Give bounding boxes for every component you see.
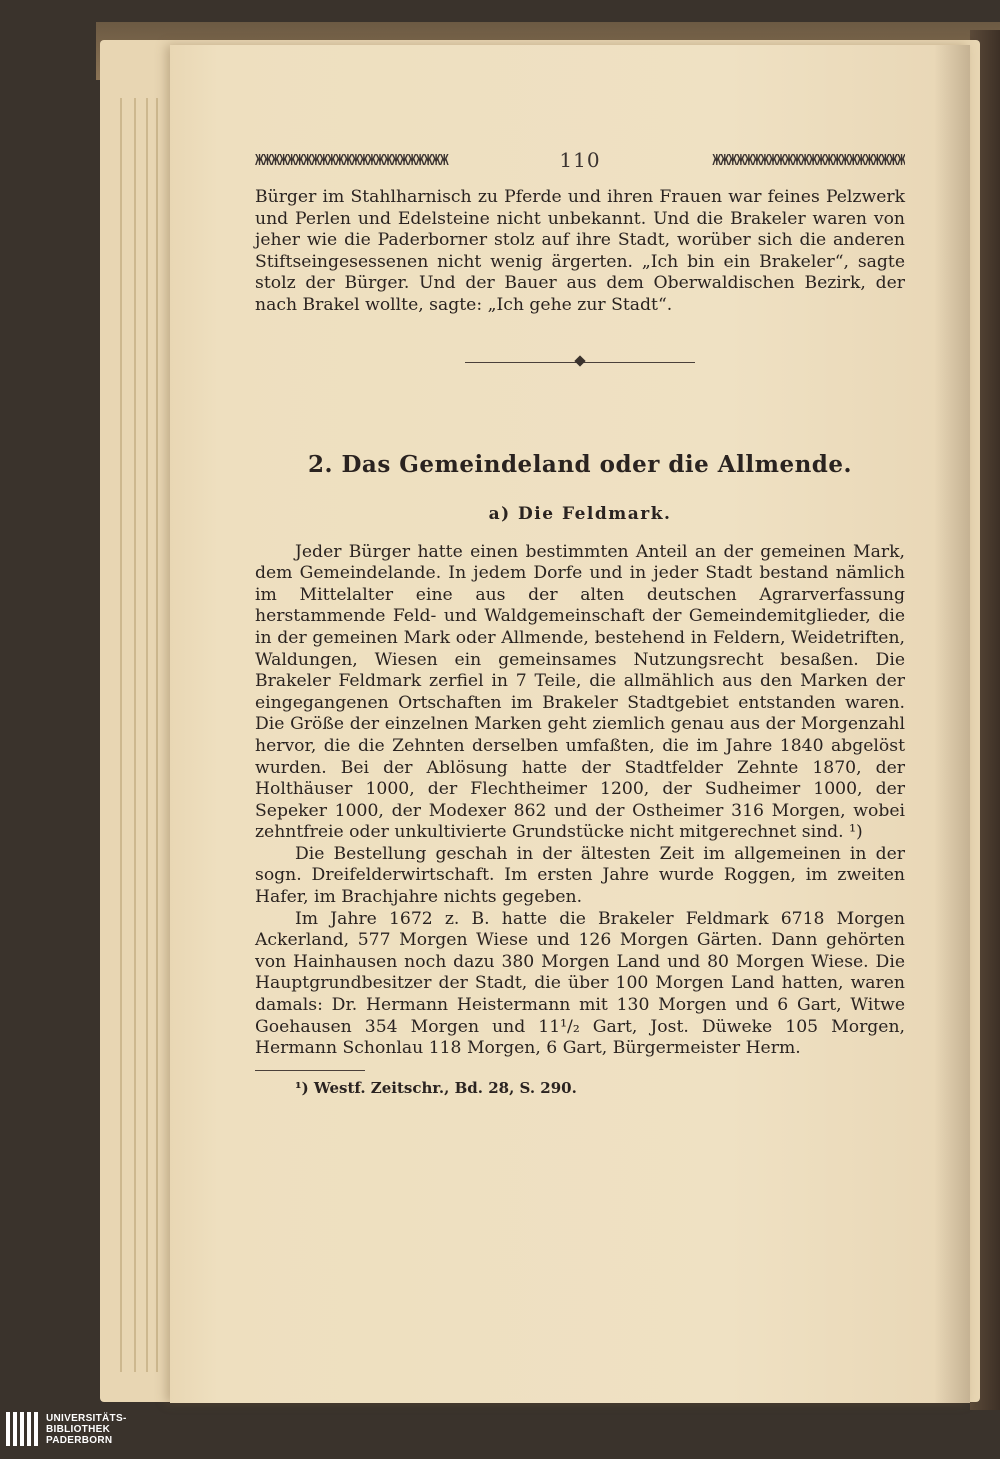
- page-edge-line: [156, 98, 158, 1372]
- section-body: [255, 542, 905, 1060]
- page-content: [255, 145, 905, 1097]
- running-header: [255, 145, 905, 175]
- book-page: [170, 45, 970, 1403]
- body-paragraph: Im Jahre 1672 z. B. hatte die Brakeler Feldmark 6718 Morgen Ackerland, 577 Morgen Wiese und 126 Morgen Gärten. Dann gehörten von Hainhausen noch dazu 380 Morgen Land und 80 Morgen Wiese. Die Hauptgrundbesitzer der Stadt, die über 100 Morgen Land hatten, waren damals: Dr. Hermann Heistermann mit 130 Morgen und 6 Gart, Witwe Goehausen 354 Morgen und 11¹/₂ Gart, Jost. Düweke 105 Morgen, Hermann Schonlau 118 Morgen, 6 Gart, Bürgermeister Herm.: [255, 908, 905, 1059]
- section-divider: [465, 353, 695, 373]
- logo-line: PADERBORN: [46, 1434, 113, 1446]
- header-ornament-left: ЖЖЖЖЖЖЖЖЖЖЖЖЖЖЖЖЖЖЖЖЖЖЖЖ: [255, 151, 448, 169]
- logo-line: UNIVERSITÄTS-: [46, 1412, 127, 1424]
- page-edge-line: [146, 98, 148, 1372]
- library-logo: [6, 1412, 127, 1446]
- body-paragraph: Die Bestellung geschah in der ältesten Zeit im allgemeinen in der sogn. Dreifelderwirtschaft. Im ersten Jahre wurde Roggen, im zweiten Hafer, im Brachjahre nichts gegeben.: [255, 843, 905, 908]
- header-ornament-right: ЖЖЖЖЖЖЖЖЖЖЖЖЖЖЖЖЖЖЖЖЖЖЖЖ: [712, 151, 905, 169]
- library-logo-text: [46, 1413, 127, 1446]
- page-edge-line: [134, 98, 136, 1372]
- page-edge-line: [120, 98, 122, 1372]
- divider-diamond-icon: [574, 355, 585, 366]
- chapter-heading: 2. Das Gemeindeland oder die Allmende.: [307, 450, 853, 478]
- body-paragraph: Jeder Bürger hatte einen bestimmten Anteil an der gemeinen Mark, dem Gemeindelande. In jedem Dorfe und in jeder Stadt bestand nämlich im Mittelalter eine aus der alten deutschen Agrarverfassung herstammende Feld- und Waldgemeinschaft der Gemeindemitglieder, die in der gemeinen Mark oder Allmende, bestehend in Feldern, Weidetriften, Waldungen, Wiesen ein gemeinsames Nutzungsrecht besaßen. Die Brakeler Feldmark zerfiel in 7 Teile, die allmählich aus den Marken der eingegangenen Ortschaften im Brakeler Stadtgebiet entstanden waren. Die Größe der einzelnen Marken geht ziemlich genau aus der Morgenzahl hervor, die die Zehnten derselben umfaßten, die im Jahre 1840 abgelöst wurden. Bei der Ablösung hatte der Stadtfelder Zehnte 1870, der Holthäuser 1000, der Flechtheimer 1200, der Sudheimer 1000, der Sepeker 1000, der Modexer 862 und der Ostheimer 316 Morgen, wobei zehntfreie oder unkultivierte Grundstücke nicht mitgerechnet sind. ¹): [255, 541, 905, 843]
- body-paragraph: Bürger im Stahlharnisch zu Pferde und ihren Frauen war feines Pelzwerk und Perlen und Edelsteine nicht unbekannt. Und die Brakeler waren von jeher wie die Paderborner stolz auf ihre Stadt, worüber sich die anderen Stiftseingesessenen nicht wenig ärgerten. „Ich bin ein Brakeler“, sagte stolz der Bürger. Und der Bauer aus dem Oberwaldischen Bezirk, der nach Brakel wollte, sagte: „Ich gehe zur Stadt“.: [255, 187, 905, 315]
- footnote: ¹) Westf. Zeitschr., Bd. 28, S. 290.: [295, 1078, 577, 1097]
- page-gutter-shadow: [934, 45, 970, 1403]
- logo-line: BIBLIOTHEK: [46, 1423, 111, 1435]
- library-logo-bars-icon: [6, 1412, 38, 1446]
- page-number: 110: [559, 148, 601, 172]
- section-heading: a) Die Feldmark.: [488, 503, 672, 524]
- footnote-rule: [255, 1070, 365, 1071]
